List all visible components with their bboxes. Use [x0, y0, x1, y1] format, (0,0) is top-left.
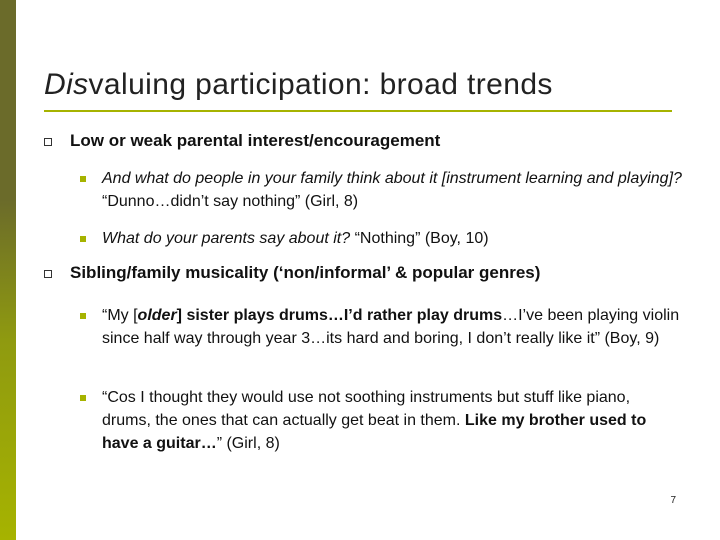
quote-answer: “Nothing” (Boy, 10) [350, 230, 489, 247]
sub-bullet-1-2-text [102, 227, 682, 250]
quote-rest: ” (Girl, 8) [216, 435, 280, 452]
sub-bullet-2-2-text [102, 386, 682, 455]
bullet-marker-1 [44, 138, 52, 146]
title-italic-prefix: Dis [44, 68, 89, 101]
sub-bullet-marker-2-2 [80, 395, 86, 401]
quote-rest: …I’ve been playing violin since half way through year 3…its hard and boring, I don’t really like it” (Boy, 9) [102, 307, 680, 347]
bullet-1-text: Low or weak parental interest/encouragement [70, 131, 441, 150]
quote-part: “My [ [102, 307, 138, 324]
sub-bullet-1-1-text [102, 167, 682, 213]
title-rest: valuing participation: broad trends [88, 68, 553, 101]
quote-answer: “Dunno…didn’t say nothing” (Girl, 8) [102, 193, 359, 210]
side-accent-bar [0, 0, 16, 540]
slide-title [44, 68, 553, 102]
bullet-2-text: Sibling/family musicality (‘non/informal’ & popular genres) [70, 263, 541, 282]
quote-question: And what do people in your family think about it [instrument learning and playing]? [102, 170, 682, 187]
page-number: 7 [670, 495, 676, 506]
sub-bullet-2-1-text [102, 304, 682, 350]
bullet-marker-2 [44, 270, 52, 278]
quote-bold-part: ] sister plays drums…I’d rather play drums [176, 307, 503, 324]
quote-italic-word: older [137, 307, 177, 324]
quote-bold-part: Like my brother used to have a guitar… [102, 412, 647, 452]
quote-question: What do your parents say about it? [102, 230, 351, 247]
sub-bullet-marker-1-2 [80, 236, 86, 242]
title-underline [44, 110, 672, 112]
sub-bullet-marker-1-1 [80, 176, 86, 182]
sub-bullet-marker-2-1 [80, 313, 86, 319]
quote-part: “Cos I thought they would use not soothing instruments but stuff like piano, drums, the ones that can actually get beat in them. [102, 389, 631, 429]
